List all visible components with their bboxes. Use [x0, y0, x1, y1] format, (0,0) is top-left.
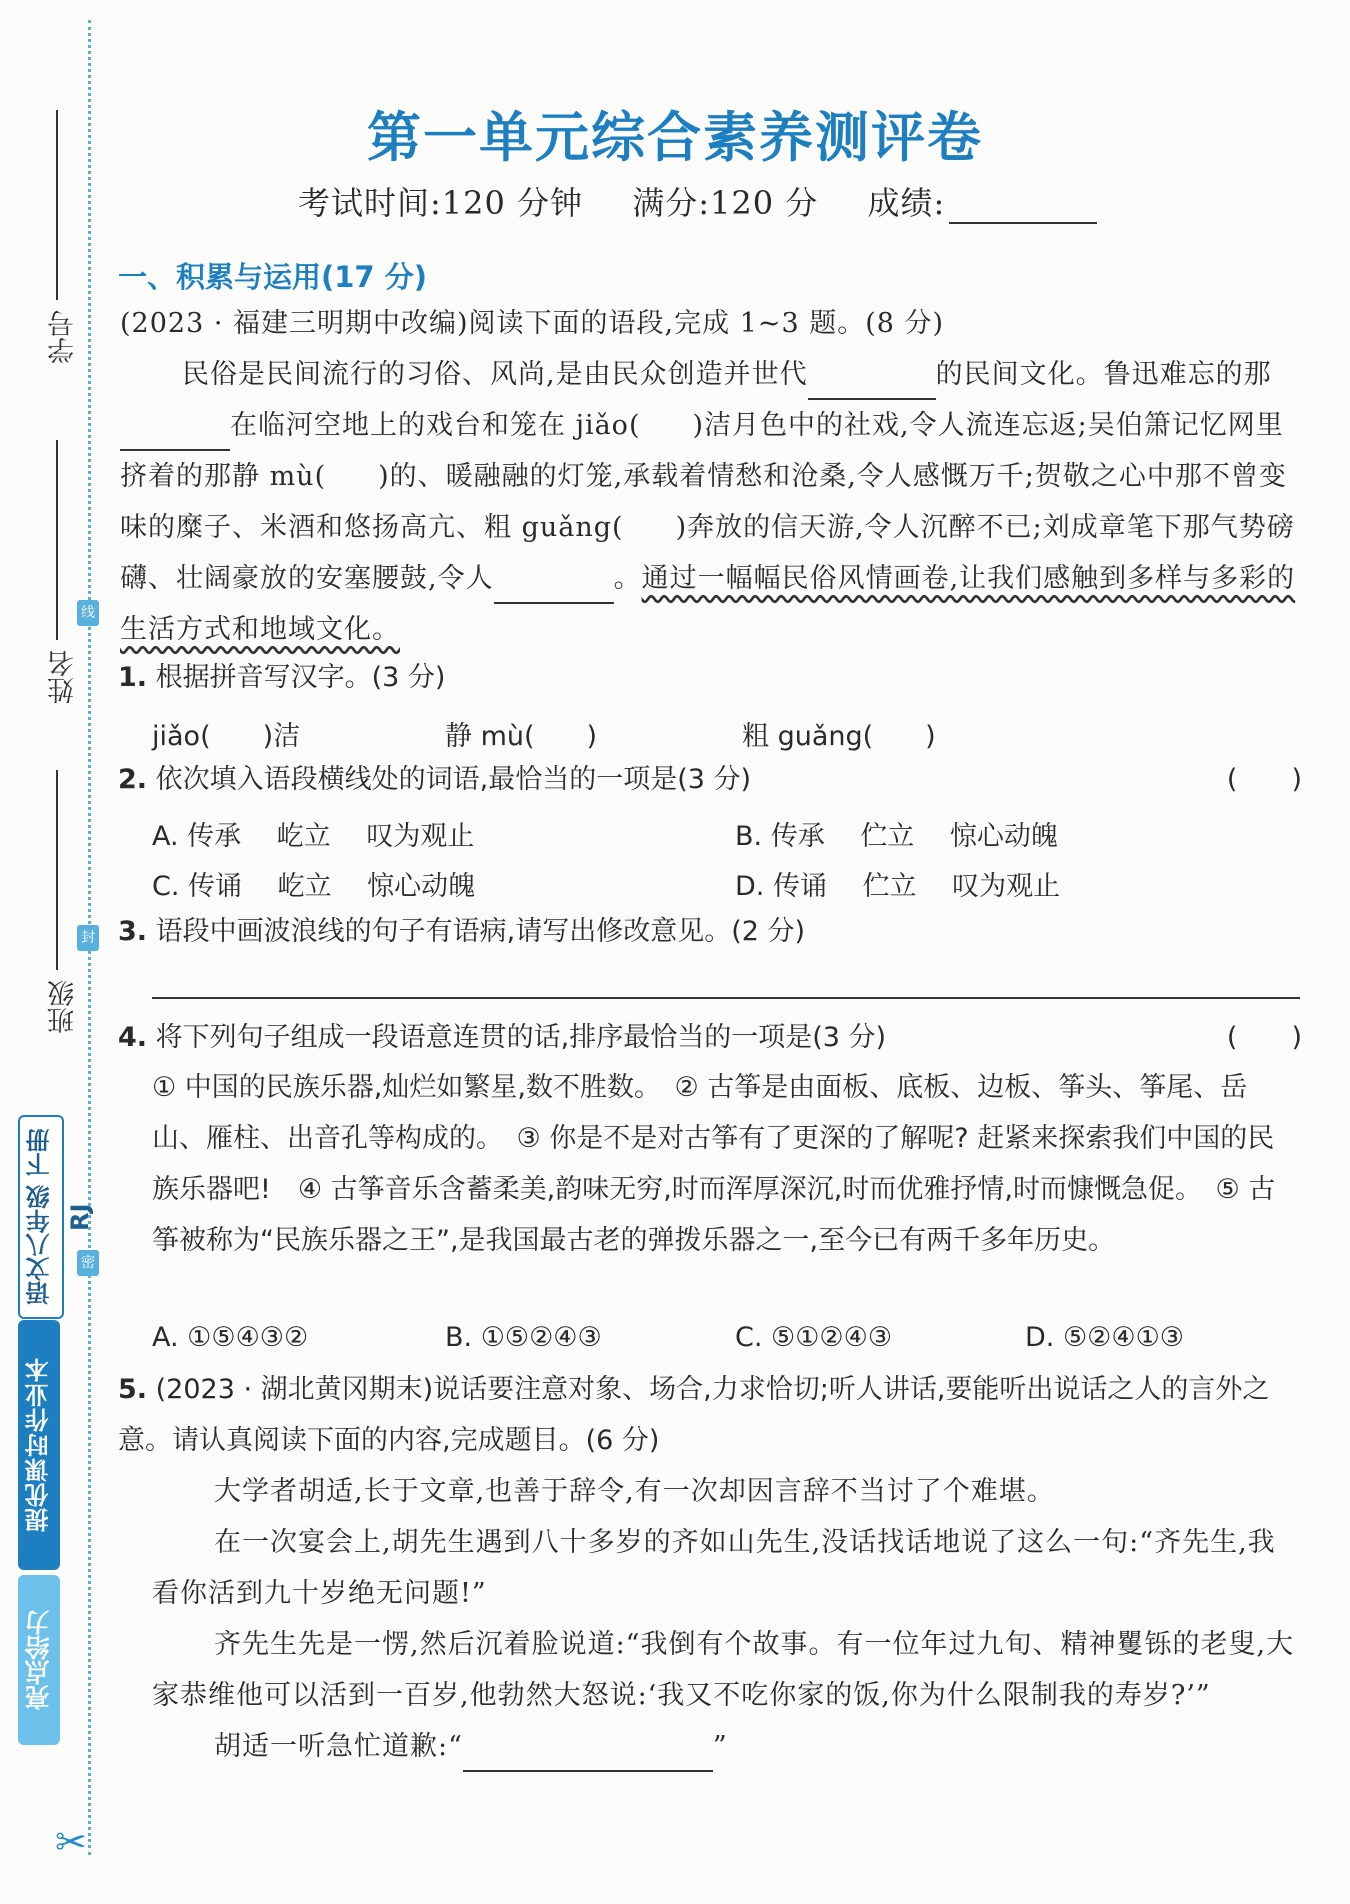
q1-item-text: 静 mù( [445, 721, 535, 752]
answer-bracket[interactable]: ( ) [1226, 764, 1302, 795]
question-2 [118, 754, 1300, 805]
option-b[interactable]: B. 传承 伫立 惊心动魄 [735, 821, 1058, 852]
q1-item-text: ) [586, 721, 598, 752]
question-5 [118, 1364, 1300, 1466]
reading-intro: (2023 · 福建三明期中改编)阅读下面的语段,完成 1~3 题。(8 分) [120, 308, 945, 339]
option-d[interactable]: D. ⑤②④①③ [1025, 1322, 1184, 1353]
option-a[interactable]: A. ①⑤④③② [152, 1322, 309, 1353]
story-paragraph: 在一次宴会上,胡先生遇到八十多岁的齐如山先生,没话找话地说了这么一句:“齐先生,我看你活到九十岁绝无问题!” [152, 1527, 1276, 1609]
story-paragraph: 齐先生先是一愣,然后沉着脸说道:“我倒有个故事。有一位年过九旬、精神矍铄的老叟,大家恭维他可以活到一百岁,他勃然大怒说:‘我又不吃你家的饭,你为什么限制我的寿岁?’” [152, 1629, 1295, 1711]
seal-mark-line: 线 [77, 600, 99, 626]
question-number: 1. [118, 662, 148, 693]
question-stem: 语段中画波浪线的句子有语病,请写出修改意见。(2 分) [155, 916, 806, 947]
scissors-icon: ✂ [55, 1820, 87, 1864]
question-4 [118, 1012, 1300, 1063]
option-c[interactable]: C. ⑤①②④③ [735, 1322, 893, 1353]
passage-text: )奔放的信天游,令人沉醉不已;刘成章笔下那气势磅礴、壮阔豪放的安塞腰鼓,令人 [120, 512, 1295, 594]
option-a[interactable]: A. 传承 屹立 叹为观止 [152, 821, 475, 852]
passage-text: 的民间文化。鲁迅难忘的那 [935, 359, 1272, 390]
wavy-sentence: 通过一幅幅民俗风情画卷,让我们感触到多样与多彩的生活方式和地域文化。 [120, 563, 1296, 645]
story-passage [152, 1466, 1300, 1772]
question-stem: (2023 · 湖北黄冈期末)说话要注意对象、场合,力求恰切;听人讲话,要能听出说话之人的言外之意。请认真阅读下面的内容,完成题目。(6 分) [118, 1374, 1270, 1456]
q1-item-text: ) [925, 721, 936, 752]
option-d[interactable]: D. 传诵 伫立 叹为观止 [735, 871, 1061, 902]
exam-info [298, 178, 1135, 224]
blank-2[interactable] [120, 419, 230, 451]
subject-label: 语文八年级 下册 RJ [18, 1115, 64, 1319]
blank-1[interactable] [808, 368, 936, 400]
section-heading: 一、积累与运用(17 分) [118, 260, 427, 294]
name-label: 姓名 [48, 650, 79, 704]
class-label: 班级 [48, 980, 79, 1034]
question-number: 5. [118, 1374, 148, 1405]
option-c[interactable]: C. 传诵 屹立 惊心动魄 [152, 871, 476, 902]
full-score: 满分:120 分 [632, 184, 819, 222]
class-field [26, 770, 86, 1070]
passage-text: )的、暖融融的灯笼,承载着情愁和沧桑,令人感慨万千;贺敬之心中那不曾变味的糜子、米酒和悠扬高亢、粗 guǎng( [120, 461, 1287, 543]
class-line[interactable] [56, 770, 58, 970]
story-paragraph [152, 1721, 1300, 1772]
blank-3[interactable] [494, 572, 614, 604]
book-series-label: 提优课时作业本 [18, 1320, 60, 1570]
story-text: 胡适一听急忙道歉:“ [214, 1731, 463, 1762]
story-text: ” [712, 1731, 728, 1762]
q1-item-b [445, 714, 597, 753]
story-paragraph: 大学者胡适,长于文章,也善于辞令,有一次却因言辞不当讨了个难堪。 [214, 1476, 1055, 1507]
reading-passage [120, 349, 1300, 655]
q1-item-text: )洁 [262, 721, 301, 752]
question-stem: 将下列句子组成一段语意连贯的话,排序最恰当的一项是(3 分) [155, 1022, 887, 1053]
q1-item-text: 粗 guǎng( [742, 721, 874, 752]
seal-mark-seal: 封 [77, 925, 99, 951]
question-number: 4. [118, 1022, 148, 1053]
question-number: 2. [118, 764, 148, 795]
passage-text: )洁月色中的社戏,令人流连忘返;吴伯箫记忆网里挤着的那静 mù( [120, 410, 1284, 492]
name-line[interactable] [56, 440, 58, 640]
question-3 [118, 906, 1300, 957]
passage-text: 民俗是民间流行的习俗、风尚,是由民众创造并世代 [182, 359, 808, 390]
seal-mark-secret: 密 [77, 1250, 99, 1276]
passage-text: 在临河空地上的戏台和笼在 jiǎo( [230, 410, 641, 441]
brand-label: 亮点给力 [18, 1575, 60, 1745]
q1-item-a [152, 714, 300, 753]
answer-bracket[interactable]: ( ) [1226, 1022, 1302, 1053]
exam-time: 考试时间:120 分钟 [298, 184, 584, 222]
student-id-label: 学号 [48, 310, 79, 364]
q1-item-text: jiǎo( [152, 721, 211, 752]
passage-text: 。 [613, 563, 642, 594]
answer-line[interactable] [152, 997, 1300, 999]
sentence-list: ① 中国的民族乐器,灿烂如繁星,数不胜数。 ② 古筝是由面板、底板、边板、筝头、筝尾、岳山、雁柱、出音孔等构成的。 ③ 你是不是对古筝有了更深的了解呢? 赶紧来探索我们中国的民族乐器吧! ④ 古筝音乐含蓄柔美,韵味无穷,时而浑厚深沉,时而优雅抒情,时而慷慨急促。 ⑤ 古筝被称为“民族乐器之王”,是我国最古老的弹拨乐器之一,至今已有两千多年历史。 [152, 1072, 1276, 1256]
question-stem: 依次填入语段横线处的词语,最恰当的一项是(3 分) [155, 764, 752, 795]
page-title: 第一单元综合素养测评卷 [367, 105, 983, 169]
q1-item-c [742, 714, 936, 753]
option-b[interactable]: B. ①⑤②④③ [445, 1322, 602, 1353]
name-field [26, 440, 86, 740]
score-blank[interactable] [949, 194, 1097, 224]
score-label: 成绩: [867, 184, 946, 222]
question-stem: 根据拼音写汉字。(3 分) [155, 662, 446, 693]
question-1 [118, 652, 1300, 703]
question-number: 3. [118, 916, 148, 947]
answer-blank[interactable] [463, 1740, 713, 1772]
